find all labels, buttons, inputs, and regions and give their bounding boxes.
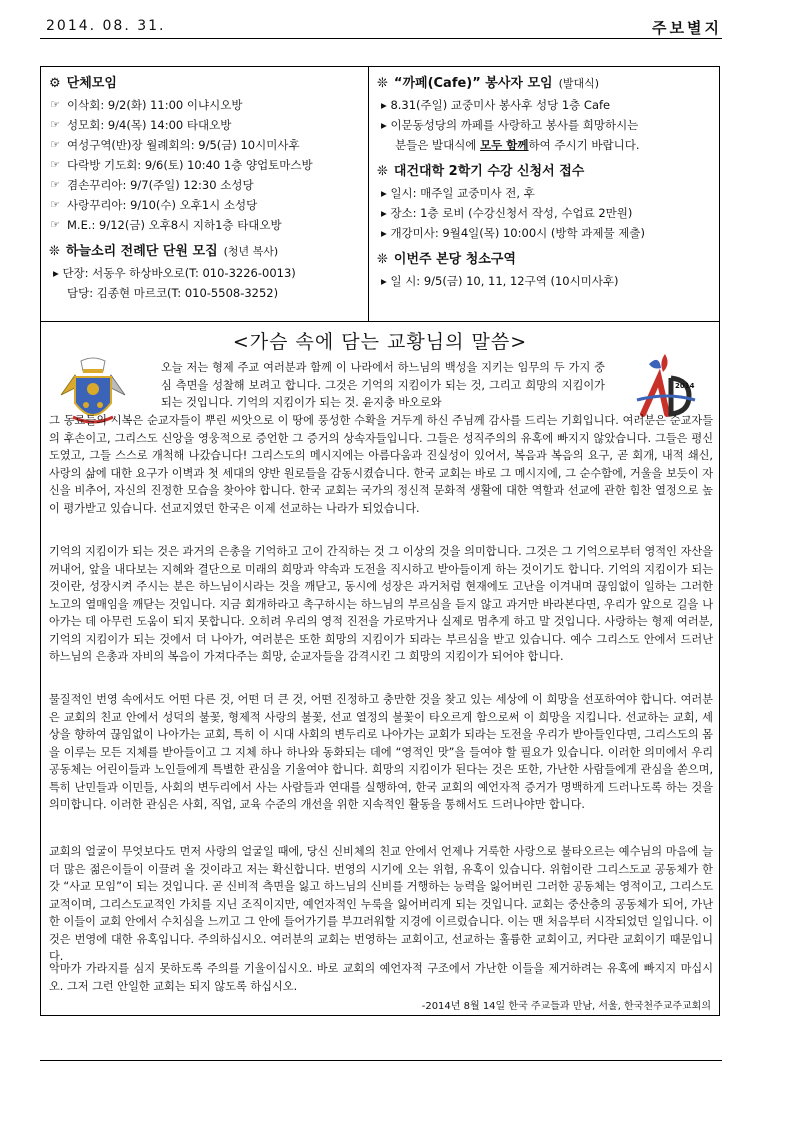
choir-subtitle: (청년 복사) <box>223 245 279 258</box>
list-item <box>49 155 363 175</box>
header-date: 2014. 08. 31. <box>46 18 166 34</box>
groups-heading <box>49 73 363 95</box>
group-text: 여성구역(반)장 월례회의: 9/5(금) 10시미사후 <box>67 138 300 152</box>
header-rule <box>40 38 722 39</box>
pointing-hand-icon: ☞ <box>50 178 60 191</box>
group-text: 이삭회: 9/2(화) 11:00 이냐시오방 <box>67 98 243 112</box>
group-text: 겸손꾸리아: 9/7(주일) 12:30 소성당 <box>67 178 254 192</box>
choir-title: 하늘소리 전례단 단원 모집 <box>65 244 218 259</box>
cafe-heading <box>377 73 713 95</box>
list-item <box>49 135 363 155</box>
pointing-hand-icon: ☞ <box>50 218 60 231</box>
list-item <box>49 195 363 215</box>
choir-line: ▸ 단장: 서동우 하상바오로(T: 010-3226-0013) <box>53 266 296 280</box>
emphasis-text: 모두 함께 <box>480 138 529 152</box>
cafe-subtitle: (발대식) <box>558 77 600 90</box>
paragraph-2: 기억의 지킴이가 되는 것은 과거의 은총을 기억하고 고이 간직하는 것 그 이상의 것을 의미합니다. 그것은 그 기억으로부터 영적인 자산을 꺼내어, 앞을 내다보는 지혜와 결단으로 미래의 희망과 약속과 도전을 직시하고 받아들이게 하는 것이기도 합니다. 기억의 지킴이가 되는 것이란, 성장시켜 주시는 분은 하느님이시라는 것을 깨닫고, 동시에 성장은 과거처럼 현재에도 고난을 이겨내며 끊임없이 일하는 그러한 노고의 열매임을 깨닫는 것입니다. 지금 회개하라고 촉구하시는 하느님의 부르심을 듣지 않고 과거만 바라본다면, 우리가 앞으로 길을 나아가는 데 아무런 도움이 되지 못합니다. 오히려 우리의 영적 진전을 가로막거나 실제로 멈추게 하고 말 것입니다. 사랑하는 형제 여러분, 기억의 지킴이가 되는 것에서 더 나아가, 여러분은 또한 희망의 지킴이가 되라는 부르심을 받고 있습니다. 예수 그리스도 안에서 드러난 하느님의 은총과 자비의 복음이 가져다주는 희망, 순교자들을 감격시킨 그 희망의 지킴이가 되어야 합니다. <box>49 545 713 663</box>
group-text: 사랑꾸리아: 9/10(수) 오후1시 소성당 <box>67 198 258 212</box>
choir-heading <box>49 241 363 263</box>
pointing-hand-icon: ☞ <box>50 98 60 111</box>
pointing-hand-icon: ☞ <box>50 198 60 211</box>
bulletin-box <box>40 66 720 1016</box>
paragraph-1-intro: 오늘 저는 형제 주교 여러분과 함께 이 나라에서 하느님의 백성을 지키는 임무의 두 가지 중심 측면을 성찰해 보려고 합니다. 그것은 기억의 지킴이가 되는 것, 그리고 희망의 지킴이가 되는 것입니다. 기억의 지킴이가 되는 것. 윤지충 바오로와 <box>161 361 605 409</box>
clean-heading <box>377 249 713 271</box>
choir-line: 담당: 김종현 마르코(T: 010-5508-3252) <box>67 286 279 300</box>
cafe-title: “까페(Cafe)” 봉사자 모임 <box>393 76 553 91</box>
sparkle-icon: ❊ <box>377 76 388 91</box>
group-text: 다락방 기도회: 9/6(토) 10:40 1층 양업토마스방 <box>67 158 313 172</box>
sparkle-icon: ❊ <box>377 164 388 179</box>
paragraph-5: 악마가 가라지를 심지 못하도록 주의를 기울이십시오. 바로 교회의 예언자적 구조에서 가난한 이들을 제거하려는 유혹에 빠지지 마십시오. 그저 그런 안일한 교회는 되지 않도록 하십시오. <box>49 962 713 993</box>
right-column <box>377 73 713 291</box>
pointing-hand-icon: ☞ <box>50 138 60 151</box>
list-item <box>49 175 363 195</box>
group-text: M.E.: 9/12(금) 오후8시 지하1층 타대오방 <box>67 218 282 232</box>
univ-heading <box>377 161 713 183</box>
sparkle-icon: ❊ <box>377 252 388 267</box>
paragraph-3: 물질적인 번영 속에서도 어떤 다른 것, 어떤 더 큰 것, 어떤 진정하고 충만한 것을 찾고 있는 세상에 이 희망을 선포하여야 합니다. 여러분은 교회의 친교 안에서 성덕의 불꽃, 형제적 사랑의 불꽃, 선교 열정의 불꽃이 타오르게 함으로써 이 희망을 지킵니다. 선교하는 교회, 세상을 향하여 끊임없이 나아가는 교회, 특히 이 시대 사회의 변두리로 나아가는 교회가 되라는 도전을 우리가 받아들인다면, 그리스도의 몸을 이루는 모든 지체를 받아들이고 그 지체 하나 하나와 동화되는 데에 “영적인 맛”을 들여야 할 필요가 있습니다. 이러한 의미에서 우리 공동체는 어린이들과 노인들에게 특별한 관심을 기울여야 합니다. 희망의 지킴이가 된다는 것은 또한, 가난한 사람들에게 관심을 쏟으며, 특히 난민들과 이민들, 사회의 변두리에서 사는 사람들과 연대를 실행하여, 한국 교회의 예언자적 증거가 명백하게 드러나도록 하는 것을 의미합니다. 이러한 관심은 사회, 직업, 교육 수준의 개선을 위한 지속적인 활동을 통해서도 드러나야만 합니다. <box>49 693 713 811</box>
clean-title: 이번주 본당 청소구역 <box>393 252 516 267</box>
paragraph-4: 교회의 얼굴이 무엇보다도 먼저 사랑의 얼굴일 때에, 당신 신비체의 친교 안에서 언제나 거룩한 사랑으로 불타오르는 예수님의 마음에 늘 더 많은 젊은이들이 이끌려 올 것이라고 저는 확신합니다. 번영의 시기에 오는 위험, 유혹이 있습니다. 위험이란 그리스도교 공동체가 한갓 “사교 모임”이 되는 것입니다. 곧 신비적 측면을 잃고 하느님의 신비를 거행하는 능력을 잃어버린 그러한 공동체는 영적이고, 그리스도교적이며, 그리스도교적인 가치를 지닌 조직이지만, 예언자적인 누룩을 잃어버리게 되는 것입니다. 교회는 중산층의 공동체가 되어, 가난한 이들이 교회 안에서 수치심을 느끼고 그 안에 들어가기를 부끄러워할 지경에 이르렀습니다. 이는 맨 처음부터 시작되었던 일입니다. 이것은 번영에 대한 유혹입니다. 주의하십시오. 여러분의 교회는 번영하는 교회이고, 선교하는 훌륭한 교회이고, 커다란 교회이기 때문입니다. <box>49 845 713 963</box>
clean-line: ▸ 일 시: 9/5(금) 10, 11, 12구역 (10시미사후) <box>381 274 619 288</box>
gear-icon: ⚙ <box>49 76 61 91</box>
sparkle-icon: ❊ <box>49 244 60 259</box>
papal-visit-logo-year: 2014 <box>675 382 695 390</box>
list-item <box>49 115 363 135</box>
pointing-hand-icon: ☞ <box>50 158 60 171</box>
cafe-line: ▸ 8.31(주일) 교중미사 봉사후 성당 1층 Cafe <box>381 98 611 112</box>
cafe-line: ▸ 이문동성당의 까페를 사랑하고 봉사를 희망하시는 <box>381 118 639 132</box>
header-title: 주보별지 <box>652 19 722 37</box>
list-item <box>49 95 363 115</box>
cafe-line: 분들은 발대식에 모두 함께하여 주시기 바랍니다. <box>395 138 640 152</box>
pointing-hand-icon: ☞ <box>50 118 60 131</box>
article-title: <가슴 속에 담는 교황님의 말씀> <box>232 331 528 353</box>
footer-rule <box>40 1060 722 1061</box>
univ-line: ▸ 장소: 1층 로비 (수강신청서 작성, 수업료 2만원) <box>381 206 633 220</box>
univ-title: 대건대학 2학기 수강 신청서 접수 <box>393 164 585 179</box>
group-text: 성모회: 9/4(목) 14:00 타대오방 <box>67 118 232 132</box>
list-item <box>49 215 363 235</box>
groups-title: 단체모임 <box>66 76 117 91</box>
univ-line: ▸ 일시: 매주일 교중미사 전, 후 <box>381 186 535 200</box>
column-divider <box>368 67 369 321</box>
univ-line: ▸ 개강미사: 9월4일(목) 10:00시 (방학 과제물 제출) <box>381 226 645 240</box>
source-citation: -2014년 8월 14일 한국 주교들과 만남, 서울, 한국천주교주교회의 <box>421 1001 711 1012</box>
section-divider <box>41 321 719 322</box>
paragraph-1: 그 동료들의 시복은 순교자들이 뿌린 씨앗으로 이 땅에 풍성한 수확을 거두게 하신 주님께 감사를 드리는 기회입니다. 여러분은 순교자들의 후손이고, 그리스도 신앙을 영웅적으로 증언한 그 증거의 상속자들입니다. 그들은 성직주의의 유혹에 빠지지 않았습니다. 그들은 평신도였고, 그들 스스로 개척해 나갔습니다! 그리스도의 메시지에는 아름다움과 진실성이 있어서, 복음과 복음의 요구, 곧 회개, 내적 쇄신, 사랑의 삶에 대한 요구가 이벽과 첫 세대의 양반 원로들을 감동시켰습니다. 한국 교회는 바로 그 메시지에, 그 순수함에, 거울을 보듯이 자신을 비추어, 자신의 진정한 모습을 찾아야 합니다. 한국 교회는 국가의 정신적 문화적 생활에 대한 역할과 선교에 관한 힘찬 열정으로 높이 평가받고 있습니다. 선교지였던 한국은 이제 선교하는 나라가 되었습니다. <box>49 414 713 515</box>
left-column <box>49 73 363 303</box>
